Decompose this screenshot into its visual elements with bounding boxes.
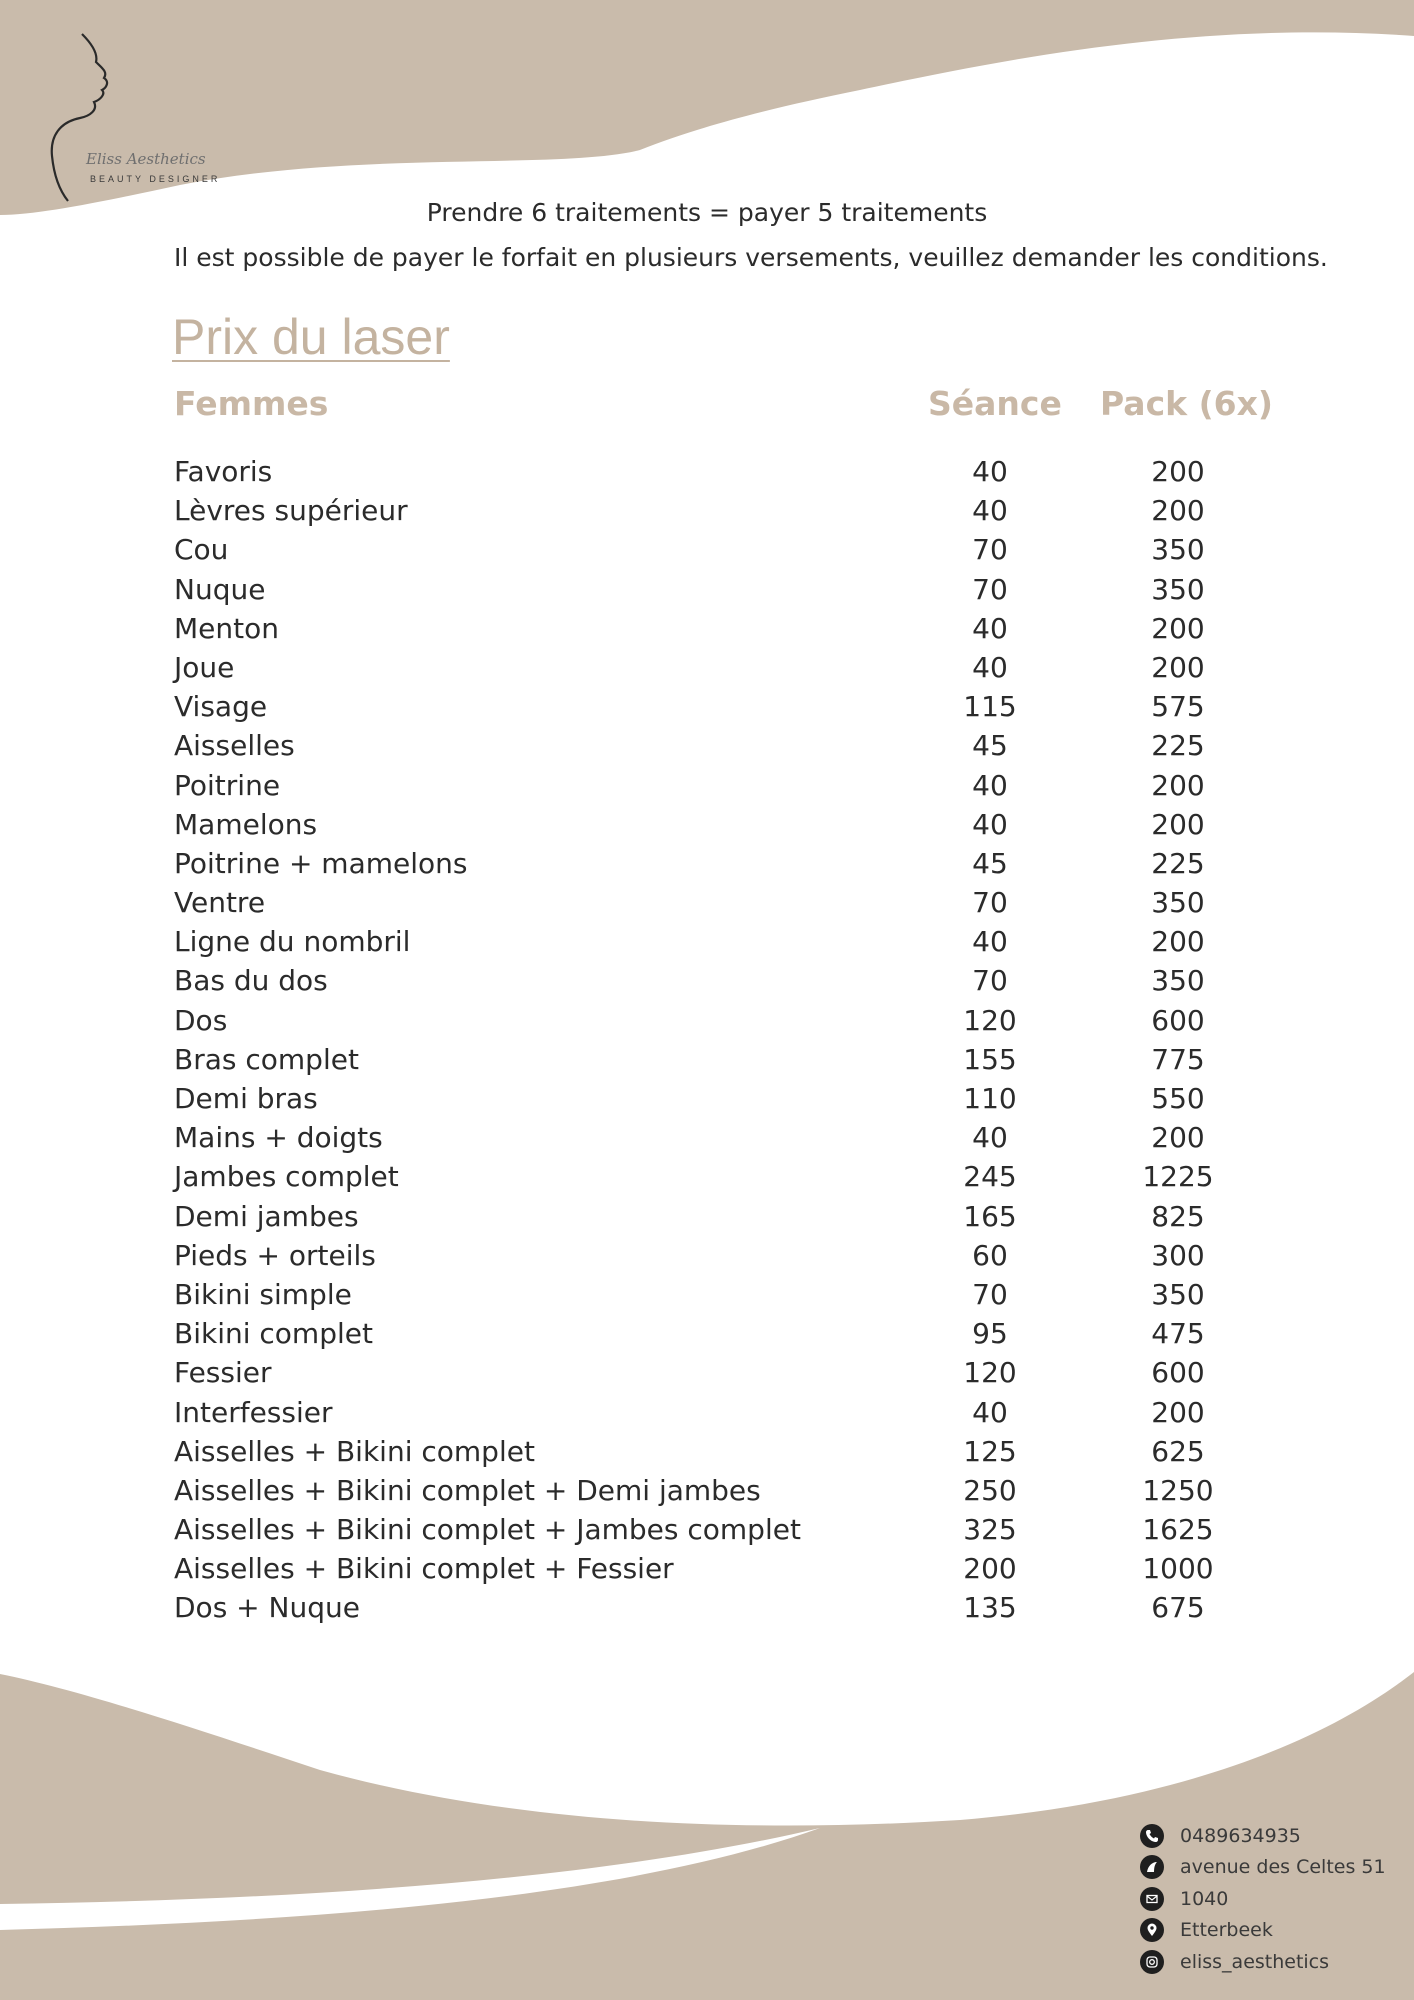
price-row <box>0 883 1414 922</box>
treatment-name: Cou <box>174 533 229 567</box>
pack-price: 350 <box>1151 886 1205 920</box>
pack-price: 200 <box>1151 768 1205 802</box>
price-row <box>0 452 1414 491</box>
pack-price: 200 <box>1151 925 1205 959</box>
price-row <box>0 530 1414 569</box>
phone-icon <box>1140 1824 1164 1848</box>
pack-price: 200 <box>1151 807 1205 841</box>
price-row <box>0 1471 1414 1510</box>
mail-icon <box>1140 1887 1164 1911</box>
pack-price: 600 <box>1151 1003 1205 1037</box>
promo-payment-text: Il est possible de payer le forfait en plusieurs versements, veuillez demander les conditions. <box>174 243 1328 272</box>
treatment-name: Bas du dos <box>174 964 328 998</box>
price-row <box>0 1353 1414 1392</box>
price-row <box>0 922 1414 961</box>
price-row <box>0 961 1414 1000</box>
price-row <box>0 1079 1414 1118</box>
price-row <box>0 1314 1414 1353</box>
pack-price: 300 <box>1151 1238 1205 1272</box>
treatment-name: Fessier <box>174 1356 272 1390</box>
session-price: 70 <box>972 1277 1008 1311</box>
pack-price: 1225 <box>1142 1160 1214 1194</box>
contact-item <box>1140 1820 1386 1852</box>
treatment-name: Aisselles + Bikini complet + Fessier <box>174 1552 674 1586</box>
treatment-name: Mamelons <box>174 807 318 841</box>
session-price: 125 <box>963 1434 1017 1468</box>
price-row <box>0 726 1414 765</box>
treatment-name: Nuque <box>174 572 266 606</box>
treatment-name: Demi bras <box>174 1082 318 1115</box>
treatment-name: Aisselles + Bikini complet + Demi jambes <box>174 1473 761 1507</box>
session-price: 40 <box>972 925 1008 959</box>
session-price: 40 <box>972 494 1008 528</box>
pack-price: 350 <box>1151 964 1205 998</box>
treatment-name: Ventre <box>174 886 266 920</box>
session-price: 40 <box>972 611 1008 645</box>
pack-price: 1000 <box>1142 1552 1214 1586</box>
price-row <box>0 1236 1414 1275</box>
price-row <box>0 570 1414 609</box>
pack-price: 225 <box>1151 846 1205 880</box>
session-price: 40 <box>972 455 1008 488</box>
session-price: 135 <box>963 1591 1017 1625</box>
session-price: 200 <box>963 1552 1017 1586</box>
price-row <box>0 1393 1414 1432</box>
treatment-name: Jambes complet <box>174 1160 399 1194</box>
treatment-name: Bikini simple <box>174 1277 352 1311</box>
price-row <box>0 1157 1414 1196</box>
contact-item <box>1140 1883 1386 1915</box>
contact-text: Etterbeek <box>1180 1919 1273 1942</box>
page-title: Prix du laser <box>172 309 450 365</box>
session-price: 250 <box>963 1473 1017 1507</box>
contact-item <box>1140 1915 1386 1947</box>
price-row <box>0 1510 1414 1549</box>
pack-price: 475 <box>1151 1317 1205 1351</box>
treatment-name: Bras complet <box>174 1042 359 1076</box>
session-price: 115 <box>963 690 1017 724</box>
price-row <box>0 1275 1414 1314</box>
pack-price: 225 <box>1151 729 1205 763</box>
pack-price-header: Pack (6x) <box>1100 384 1273 423</box>
price-row <box>0 1001 1414 1040</box>
treatment-name: Aisselles + Bikini complet <box>174 1434 535 1468</box>
session-price: 45 <box>972 729 1008 763</box>
price-list <box>0 452 1414 1628</box>
price-row <box>0 805 1414 844</box>
session-price: 40 <box>972 768 1008 802</box>
contact-text: 0489634935 <box>1180 1824 1301 1847</box>
pack-price: 200 <box>1151 494 1205 528</box>
session-price: 40 <box>972 807 1008 841</box>
pack-price: 200 <box>1151 650 1205 684</box>
price-row <box>0 1040 1414 1079</box>
treatment-name: Poitrine + mamelons <box>174 846 468 880</box>
treatment-name: Ligne du nombril <box>174 925 411 959</box>
treatment-name: Aisselles <box>174 729 295 763</box>
contact-item <box>1140 1852 1386 1884</box>
treatment-name: Favoris <box>174 455 273 488</box>
pack-price: 825 <box>1151 1199 1205 1233</box>
treatment-name: Lèvres supérieur <box>174 494 408 528</box>
pack-price: 1625 <box>1142 1513 1214 1547</box>
price-row <box>0 687 1414 726</box>
session-price: 120 <box>963 1003 1017 1037</box>
session-price: 245 <box>963 1160 1017 1194</box>
pack-price: 200 <box>1151 1395 1205 1429</box>
price-row <box>0 1197 1414 1236</box>
session-price: 110 <box>963 1082 1017 1115</box>
price-row <box>0 1588 1414 1627</box>
pack-price: 200 <box>1151 611 1205 645</box>
session-price: 40 <box>972 650 1008 684</box>
session-price: 70 <box>972 533 1008 567</box>
pack-price: 675 <box>1151 1591 1205 1625</box>
contact-info <box>1140 1820 1386 1978</box>
session-price: 70 <box>972 886 1008 920</box>
treatment-name: Dos + Nuque <box>174 1591 360 1625</box>
treatment-name: Aisselles + Bikini complet + Jambes complet <box>174 1513 801 1547</box>
pack-price: 575 <box>1151 690 1205 724</box>
category-header: Femmes <box>174 384 329 423</box>
session-price: 45 <box>972 846 1008 880</box>
session-price: 325 <box>963 1513 1017 1547</box>
contact-text: 1040 <box>1180 1887 1229 1910</box>
price-row <box>0 648 1414 687</box>
contact-item <box>1140 1946 1386 1978</box>
pack-price: 550 <box>1151 1082 1205 1115</box>
treatment-name: Visage <box>174 690 268 724</box>
promo-offer-text: Prendre 6 traitements = payer 5 traitements <box>426 198 988 227</box>
price-row <box>0 491 1414 530</box>
price-row <box>0 1118 1414 1157</box>
pack-price: 600 <box>1151 1356 1205 1390</box>
treatment-name: Poitrine <box>174 768 281 802</box>
location-pin-icon <box>1140 1918 1164 1942</box>
price-row <box>0 1549 1414 1588</box>
session-price: 60 <box>972 1238 1008 1272</box>
pack-price: 350 <box>1151 1277 1205 1311</box>
session-price: 155 <box>963 1042 1017 1076</box>
session-price-header: Séance <box>928 384 1062 423</box>
logo-script-name: Eliss Aesthetics <box>86 150 206 168</box>
session-price: 70 <box>972 572 1008 606</box>
contact-text: eliss_aesthetics <box>1180 1950 1330 1973</box>
pack-price: 200 <box>1151 1121 1205 1155</box>
contact-text: avenue des Celtes 51 <box>1180 1856 1386 1879</box>
pack-price: 350 <box>1151 533 1205 567</box>
treatment-name: Dos <box>174 1003 228 1037</box>
session-price: 120 <box>963 1356 1017 1390</box>
treatment-name: Bikini complet <box>174 1317 373 1351</box>
session-price: 95 <box>972 1317 1008 1351</box>
treatment-name: Pieds + orteils <box>174 1238 376 1272</box>
pack-price: 1250 <box>1142 1473 1214 1507</box>
price-row <box>0 1432 1414 1471</box>
session-price: 165 <box>963 1199 1017 1233</box>
pack-price: 350 <box>1151 572 1205 606</box>
price-row <box>0 766 1414 805</box>
treatment-name: Interfessier <box>174 1395 333 1429</box>
treatment-name: Mains + doigts <box>174 1121 383 1155</box>
pack-price: 775 <box>1151 1042 1205 1076</box>
session-price: 70 <box>972 964 1008 998</box>
instagram-icon <box>1140 1950 1164 1974</box>
treatment-name: Demi jambes <box>174 1199 359 1233</box>
logo-tagline: BEAUTY DESIGNER <box>90 174 221 184</box>
session-price: 40 <box>972 1395 1008 1429</box>
brand-logo <box>40 26 220 206</box>
treatment-name: Menton <box>174 611 279 645</box>
price-row <box>0 609 1414 648</box>
price-row <box>0 844 1414 883</box>
treatment-name: Joue <box>174 650 235 684</box>
session-price: 40 <box>972 1121 1008 1155</box>
map-icon <box>1140 1855 1164 1879</box>
pack-price: 200 <box>1151 455 1205 488</box>
pack-price: 625 <box>1151 1434 1205 1468</box>
